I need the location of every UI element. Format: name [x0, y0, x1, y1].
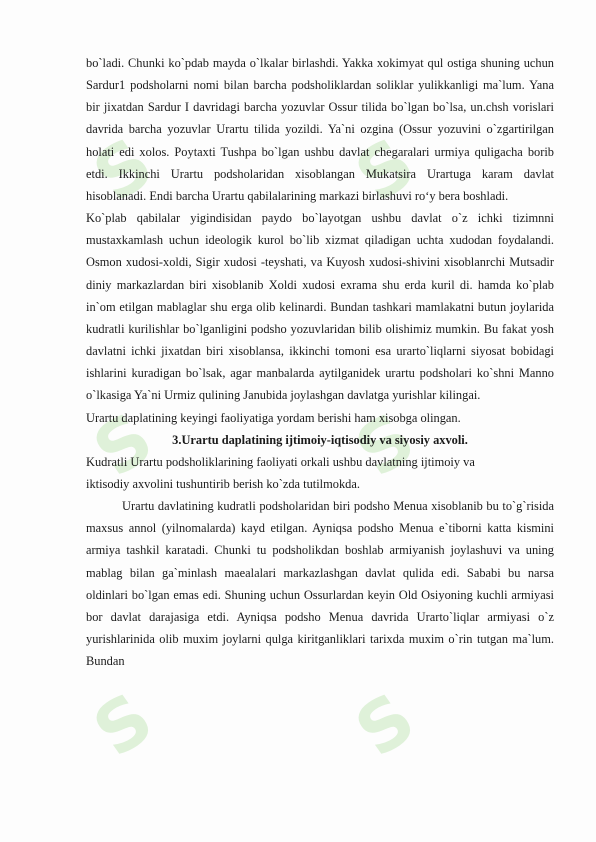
watermark-glyph: S — [341, 121, 430, 219]
document-page — [86, 52, 554, 672]
watermark-glyph: S — [341, 396, 430, 494]
watermark-glyph: S — [79, 396, 168, 494]
watermark-glyph: S — [79, 676, 168, 774]
paragraph: Urartu davlatining kudratli podsholaridan biri podsho Menua xisoblanib bu to`g`risida maxsus annol (yilnomalarda) kayd etilgan. Ayniqsa podsho Menua e`tiborni katta kismini armiya tashkil karatadi. Chunki tu podsholikdan boshlab armiyanish joylashuvi va uning mablag bilan ga`minlash maealalari markazlashgan davlat qulida edi. Sababi bu narsa oldinlari bo`lgan emas edi. Shuning uchun Ossurlardan keyin Old Osiyoning kuchli armiyasi bor davlat darajasiga etdi. Ayniqsa podsho Menua davrida Urarto`liqlar armiyasi o`z yurishlarinida olib muxim joylarni qulga kiritganliklari tarixda muxim o`rin tutgan ma`lum. Bundan — [86, 499, 554, 669]
paragraph: Urartu daplatining keyingi faoliyatiga yordam berishi ham xisobga olingan. — [86, 410, 461, 425]
section-heading: 3.Urartu daplatining ijtimoiy-iqtisodiy va siyosiy axvoli. — [172, 432, 468, 447]
watermark-glyph: S — [79, 121, 168, 219]
paragraph: bo`ladi. Chunki ko`pdab mayda o`lkalar birlashdi. Yakka xokimyat qul ostiga shuning uchun Sardur1 podsholarni nomi bilan barcha podsholiklardan soliklar yulikkanligi ma`lum. Yana bir jixatdan Sardur I davridagi barcha yozuvlar Ossur tilida bo`lgan bo`lsa, un.chsh vorislari davrida barcha yozuvlar Urartu tilida yozildi. Ya`ni ozgina (Ossur yozuvini o`zgartirilgan holati edi xolos. Poytaxti Tushpa bo`lgan ushbu davlat chegaralari urmiya quligacha borib etdi. Ikkinchi Urartu podsholaridan xisoblangan Mukatsira Urartuga karam davlat hisoblanadi. Endi barcha Urartu qabilalarining markazi birlashuvi ro‘y bera boshladi. — [86, 56, 554, 203]
paragraph-line: iktisodiy axvolini tushuntirib berish ko`zda tutilmokda. — [86, 476, 360, 491]
paragraph-line: Kudratli Urartu podsholiklarining faoliyati orkali ushbu davlatning ijtimoiy va — [86, 454, 475, 469]
watermark-glyph: S — [341, 676, 430, 774]
paragraph: Ko`plab qabilalar yigindisidan paydo bo`layotgan ushbu davlat o`z ichki tizimnni mustaxkamlash uchun ideologik kurol bo`lib xizmat qiladigan uchta xudodan foydalandi. Osmon xudosi-xoldi, Sigir xudosi -teyshati, va Kuyosh xudosi-shivini xisoblanrchi Mutsadir diniy markazlardan biri xisoblanib Xoldi xudosi exrama shu erda kuril di. hamda ko`plab in`om etilgan mablaglar shu erga olib kelinardi. Bundan tashkari mamlakatni butun joylarida kudratli kurilishlar bo`lganligini podsho yozuvlaridan bilib olishimiz mumkin. Bu fakat yosh davlatni ichki jixatdan biri xisoblansa, ikkinchi tomoni esa urarto`liqlarni siyosat bobidagi ishlarini kuradigan bo`lsak, agar manbalarda aytilganidek urartu podsholari ko`shni Manno o`lkasiga Ya`ni Urmiz qulining Janubida joylashgan davlatga yurishlar kilingai. — [86, 211, 554, 403]
